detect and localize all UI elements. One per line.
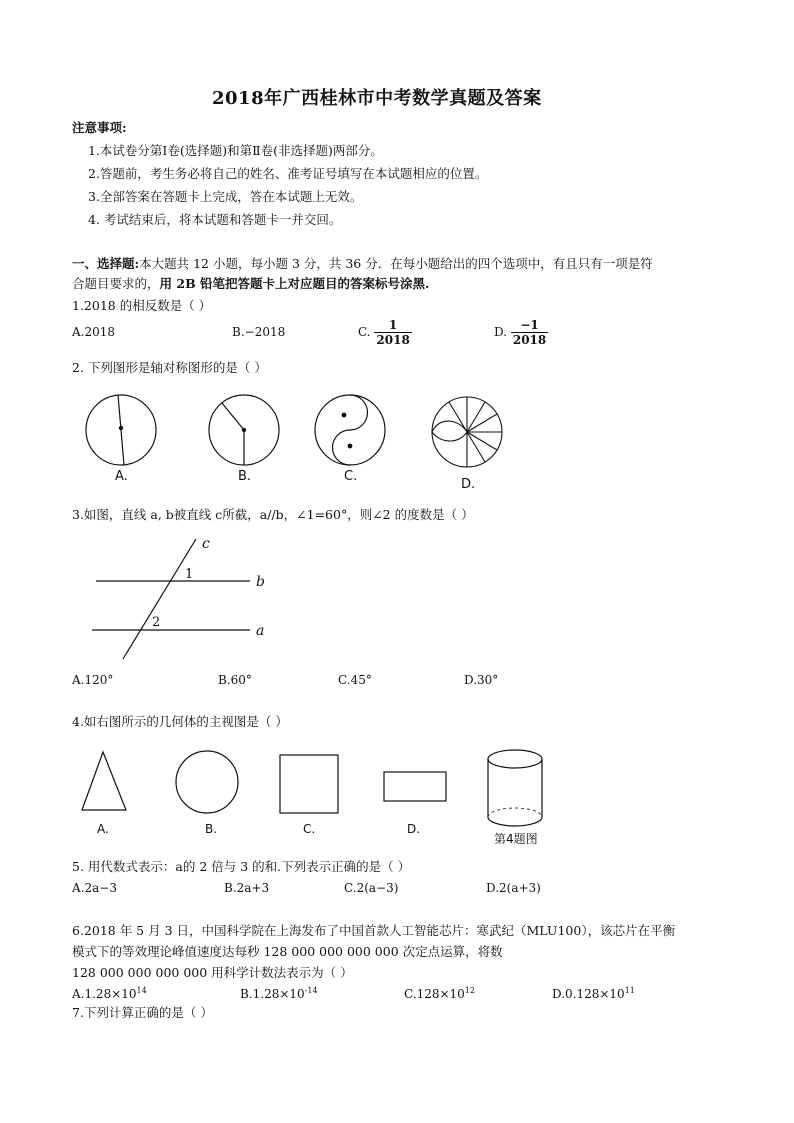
q3-option-c: C.45°	[338, 673, 372, 687]
q4-label-a: A.	[97, 822, 109, 836]
q3-option-b: B.60°	[218, 673, 252, 687]
q5-option-b: B.2a+3	[224, 881, 270, 895]
q4-cylinder	[488, 750, 542, 826]
q3-stem: 3.如图，直线 a, b被直线 c所截，a//b，∠1=60°，则∠2 的度数是（ ）	[72, 507, 474, 522]
q3-option-d: D.30°	[464, 673, 499, 687]
q1-option-d-fraction	[511, 318, 548, 347]
section1-line2	[72, 274, 429, 292]
q6-line3: 128 000 000 000 000 用科学计数法表示为（ ）	[72, 965, 353, 980]
q1-option-a: A.2018	[72, 325, 116, 339]
notice-item-2: 2.答题前，考生务必将自己的姓名、准考证号填写在本试题相应的位置。	[88, 166, 488, 181]
q1-c-numerator: 1	[388, 318, 398, 332]
q5-option-d: D.2(a+3)	[486, 881, 541, 895]
q4-triangle	[82, 752, 126, 810]
q4-label-d: D.	[407, 822, 421, 836]
q3-label-b: b	[256, 574, 265, 590]
q2-label-a: A.	[115, 469, 128, 484]
q5-option-c: C.2(a−3)	[344, 881, 399, 895]
q2-figures	[0, 385, 794, 505]
notice-heading: 注意事项:	[72, 120, 127, 135]
q1-option-c-fraction	[374, 318, 411, 347]
q1-d-denominator: 2018	[512, 333, 547, 347]
q6-c-base: C.128×10	[404, 987, 465, 1001]
section1-text2-plain: 合题目要求的，	[72, 276, 160, 291]
q3-angle-2: 2	[152, 615, 161, 630]
q6-b-base: B.1.28×10	[240, 987, 305, 1001]
q2-c-dot-top	[342, 413, 347, 418]
q2-a-center-dot	[119, 426, 123, 430]
q4-square	[280, 755, 338, 813]
q2-label-b: B.	[238, 469, 252, 484]
notice-item-4: 4. 考试结束后，将本试题和答题卡一并交回。	[88, 212, 342, 227]
q6-a-base: A.1.28×10	[72, 987, 137, 1001]
q5-stem: 5. 用代数式表示：a的 2 倍与 3 的和.下列表示正确的是（ ）	[72, 859, 411, 874]
notice-item-1: 1.本试卷分第Ⅰ卷(选择题)和第Ⅱ卷(非选择题)两部分。	[88, 143, 383, 158]
q2-b-center-dot	[242, 428, 246, 432]
q6-option-c	[404, 986, 475, 1001]
q2-c-dot-bottom	[348, 444, 353, 449]
q6-c-exponent: 12	[464, 986, 475, 995]
q4-rectangle	[384, 772, 446, 801]
q6-a-exponent: 14	[136, 986, 147, 995]
q6-line1: 6.2018 年 5 月 3 日，中国科学院在上海发布了中国首款人工智能芯片：寒武纪（MLU100），该芯片在平衡	[72, 923, 676, 938]
q1-option-c	[358, 318, 412, 347]
q6-d-exponent: 11	[624, 986, 635, 995]
notice-item-3: 3.全部答案在答题卡上完成，答在本试题上无效。	[88, 189, 363, 204]
q2-label-d: D.	[461, 477, 476, 492]
q4-figure-caption: 第4题图	[494, 832, 538, 846]
q4-stem: 4.如右图所示的几何体的主视图是（ ）	[72, 714, 288, 729]
q6-option-d	[552, 986, 635, 1001]
q3-label-a: a	[256, 623, 265, 639]
q3-line-c	[123, 539, 196, 659]
q1-option-d	[494, 318, 548, 347]
section1-label: 一、选择题:	[72, 256, 140, 271]
q1-option-d-prefix: D.	[494, 325, 508, 339]
q6-option-a	[72, 986, 147, 1001]
q4-label-b: B.	[205, 822, 218, 836]
q2-stem: 2. 下列图形是轴对称图形的是（ ）	[72, 360, 267, 375]
page-title: 2018年广西桂林市中考数学真题及答案	[212, 88, 542, 109]
section1-text1: 本大题共 12 小题，每小题 3 分，共 36 分．在每小题给出的四个选项中，有且只有一项是符	[139, 256, 653, 271]
q6-line2: 模式下的等效理论峰值速度达每秒 128 000 000 000 000 次定点运算，将数	[72, 944, 503, 959]
section1-line1	[72, 254, 653, 272]
q3-option-a: A.120°	[72, 673, 114, 687]
q6-d-base: D.0.128×10	[552, 987, 625, 1001]
q5-option-a: A.2a−3	[72, 881, 117, 895]
q4-label-c: C.	[303, 822, 316, 836]
q1-c-denominator: 2018	[376, 333, 410, 347]
q1-stem: 1.2018 的相反数是（ ）	[72, 298, 212, 313]
q4-circle	[176, 751, 238, 813]
q2-figure-c	[315, 395, 385, 465]
q6-b-exponent: -14	[304, 986, 318, 995]
q3-label-c: c	[202, 536, 210, 552]
q1-option-b: B.−2018	[232, 325, 286, 339]
section1-text2-bold: 用 2B 铅笔把答题卡上对应题目的答案标号涂黑.	[159, 276, 430, 291]
q7-stem: 7.下列计算正确的是（ ）	[72, 1005, 213, 1020]
q4-figures	[0, 740, 794, 850]
q1-d-numerator: −1	[520, 318, 539, 332]
q6-option-b	[240, 986, 318, 1001]
q3-angle-1: 1	[185, 567, 194, 582]
q1-option-c-prefix: C.	[358, 325, 371, 339]
q2-figure-d	[432, 397, 502, 467]
q2-label-c: C.	[344, 469, 358, 484]
q3-figure	[0, 532, 794, 672]
